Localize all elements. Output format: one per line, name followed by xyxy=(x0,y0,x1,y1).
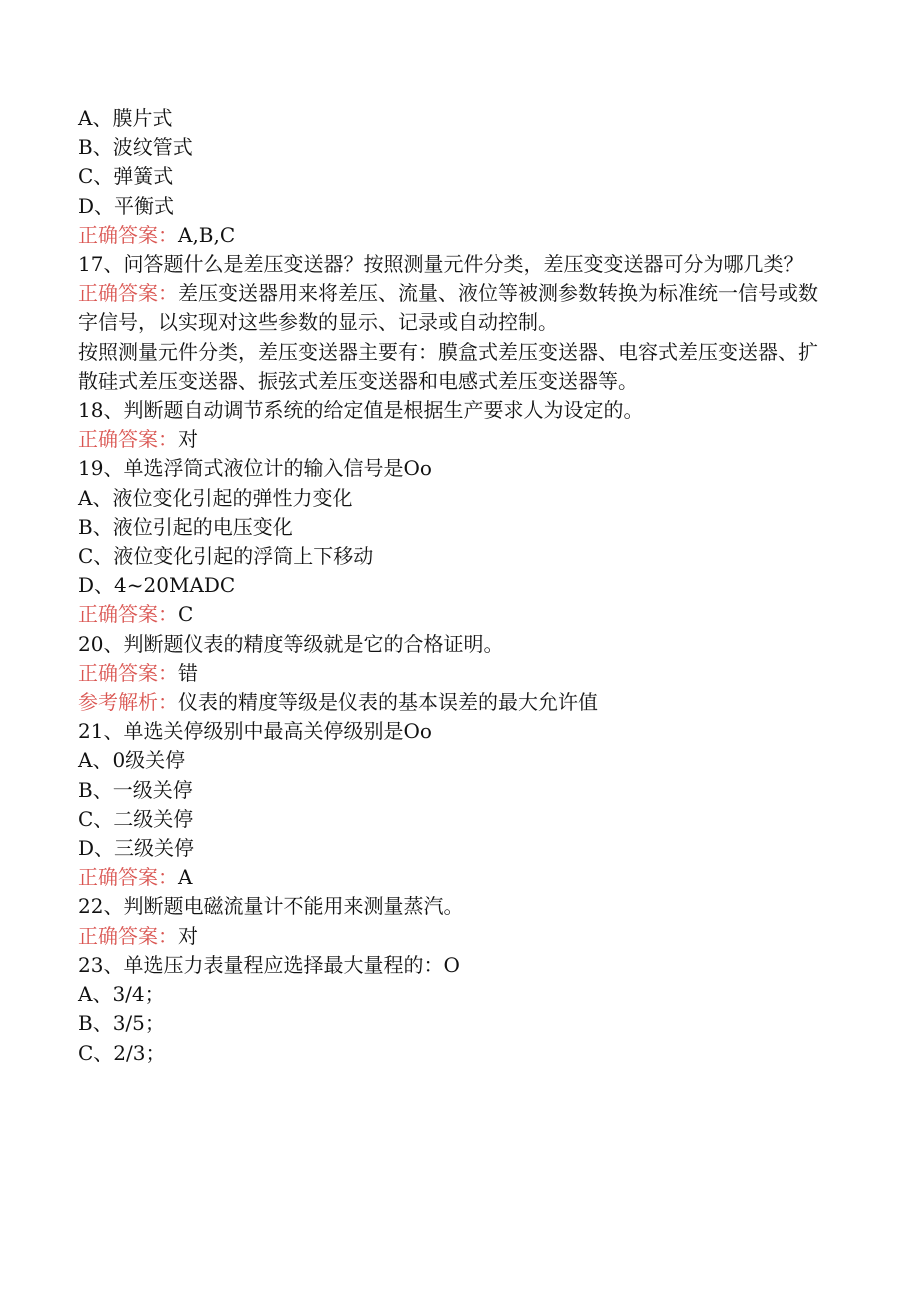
answer-label: 正确答案： xyxy=(78,660,178,685)
answer-label: 正确答案： xyxy=(78,865,178,890)
answer-value: 对 xyxy=(178,923,198,948)
document-content xyxy=(78,104,828,1068)
answer-line xyxy=(78,863,828,892)
option-a: A、液位变化引起的弹性力变化 xyxy=(78,485,353,510)
option-a: A、3/4； xyxy=(78,982,165,1007)
answer-value: A,B,C xyxy=(178,222,236,247)
answer-line xyxy=(78,659,828,688)
answer-line xyxy=(78,425,828,454)
answer-line xyxy=(78,922,828,951)
option-c: C、液位变化引起的浮筒上下移动 xyxy=(78,544,374,569)
analysis-value: 仪表的精度等级是仪表的基本误差的最大允许值 xyxy=(178,690,598,715)
option-c: C、二级关停 xyxy=(78,806,194,831)
question-23: 23、单选压力表量程应选择最大量程的：O xyxy=(78,952,460,977)
answer-label: 正确答案： xyxy=(78,602,178,627)
answer-value: 差压变送器用来将差压、流量、液位等被测参数转换为标准统一信号或数字信号，以实现对这些参数的显示、记录或自动控制。 xyxy=(78,281,818,335)
option-d: D、平衡式 xyxy=(78,193,175,218)
answer-line xyxy=(78,600,828,629)
question-19: 19、单选浮筒式液位计的输入信号是Oo xyxy=(78,456,432,481)
question-17: 17、问答题什么是差压变送器？按照测量元件分类，差压变变送器可分为哪几类？ xyxy=(78,252,804,277)
analysis-line xyxy=(78,688,828,717)
answer-label: 正确答案： xyxy=(78,923,178,948)
answer-value: C xyxy=(178,602,194,627)
option-b: B、3/5； xyxy=(78,1011,165,1036)
question-22: 22、判断题电磁流量计不能用来测量蒸汽。 xyxy=(78,894,464,919)
analysis-label: 参考解析： xyxy=(78,690,178,715)
question-20: 20、判断题仪表的精度等级就是它的合格证明。 xyxy=(78,631,504,656)
option-d: D、4~20MADC xyxy=(78,573,236,598)
option-d: D、三级关停 xyxy=(78,836,195,861)
answer-label: 正确答案： xyxy=(78,427,178,452)
option-c: C、弹簧式 xyxy=(78,164,174,189)
option-b: B、波纹管式 xyxy=(78,135,193,160)
answer-value: A xyxy=(178,865,193,890)
answer-line xyxy=(78,221,828,250)
answer-label: 正确答案： xyxy=(78,281,178,306)
option-a: A、0级关停 xyxy=(78,748,186,773)
answer-label: 正确答案： xyxy=(78,222,178,247)
question-21: 21、单选关停级别中最高关停级别是Oo xyxy=(78,719,432,744)
question-18: 18、判断题自动调节系统的给定值是根据生产要求人为设定的。 xyxy=(78,398,644,423)
answer-line xyxy=(78,279,828,337)
answer-continuation: 按照测量元件分类，差压变送器主要有：膜盒式差压变送器、电容式差压变送器、扩散硅式差压变送器、振弦式差压变送器和电感式差压变送器等。 xyxy=(78,339,818,393)
answer-value: 错 xyxy=(178,660,198,685)
option-c: C、2/3； xyxy=(78,1040,166,1065)
answer-value: 对 xyxy=(178,427,198,452)
option-a: A、膜片式 xyxy=(78,106,173,130)
option-b: B、液位引起的电压变化 xyxy=(78,514,293,539)
option-b: B、一级关停 xyxy=(78,777,193,802)
